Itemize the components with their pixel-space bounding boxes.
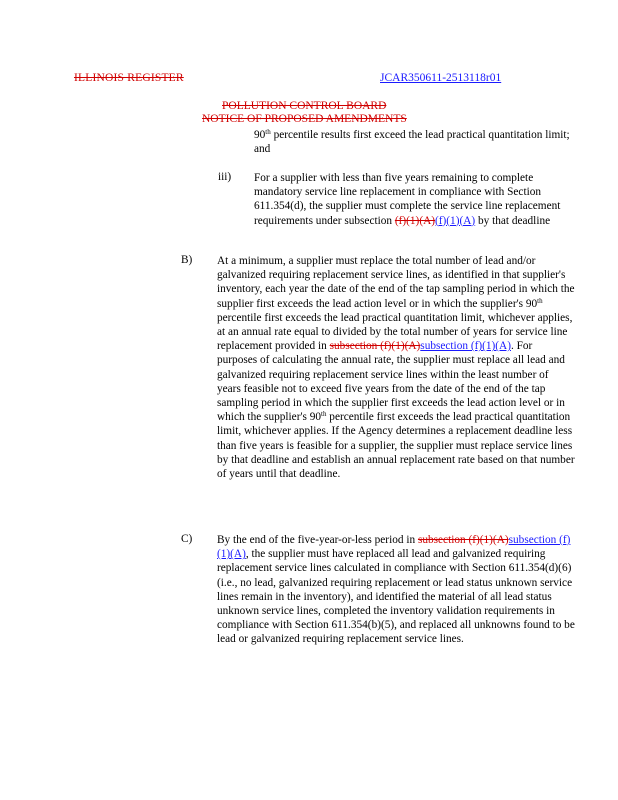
board-name: POLLUTION CONTROL BOARD (222, 100, 387, 112)
item-iii-label: iii) (218, 171, 232, 183)
top-continuation: 90th percentile results first exceed the lead practical quantitation limit; and (254, 128, 570, 156)
jcar-code: JCAR350611-2513118r01 (380, 72, 502, 84)
item-b-text: At a minimum, a supplier must replace the total number of lead and/or galvanized requiring replacement service lines, as identified in that supplier's inventory, each year the date of the end of the tap sampling period in which the supplier first exceeds the lead action level or in which the supplier's 90th percentile first exceeds the lead practical quantitation limit, whichever applies, at an annual rate equal to divided by the total number of years for service line replacement provided in subsection (f)(1)(A)subsection (f)(1)(A). For purposes of calculating the annual rate, the supplier must replace all lead and galvanized requiring replacement service lines within the least number of years feasible not to exceed five years from the date of the end of the tap sampling period in which the supplier first exceeds the lead action level or in which the supplier's 90th percentile first exceeds the lead practical quantitation limit, whichever applies. If the Agency determines a replacement deadline less than five years is feasible for a supplier, the supplier must replace service lines by that deadline and establish an annual replacement rate based on that number of years until that deadline. (217, 255, 575, 481)
notice-title: NOTICE OF PROPOSED AMENDMENTS (202, 113, 407, 125)
item-c-text: By the end of the five-year-or-less period in subsection (f)(1)(A)subsection (f)(1)(A), the supplier must have replaced all lead and galvanized requiring replacement service lines calculated in compliance with Section 611.354(d)(6) (i.e., no lead, galvanized requiring replacement or lead status unknown service lines remain in the inventory), and identified the material of all lead status unknown service lines, completed the inventory validation requirements in compliance with Section 611.354(b)(5), and replaced all unknowns found to be lead or galvanized requiring replacement service lines. (217, 534, 575, 646)
item-iii-text: For a supplier with less than five years remaining to complete mandatory service line replacement in compliance with Section 611.354(d), the supplier must complete the service line replacement requirements under subsection (f)(1)(A)(f)(1)(A) by that deadline (254, 172, 561, 227)
item-c-label: C) (181, 533, 193, 545)
item-b-label: B) (181, 254, 193, 266)
register-header: ILLINOIS REGISTER (74, 72, 184, 84)
